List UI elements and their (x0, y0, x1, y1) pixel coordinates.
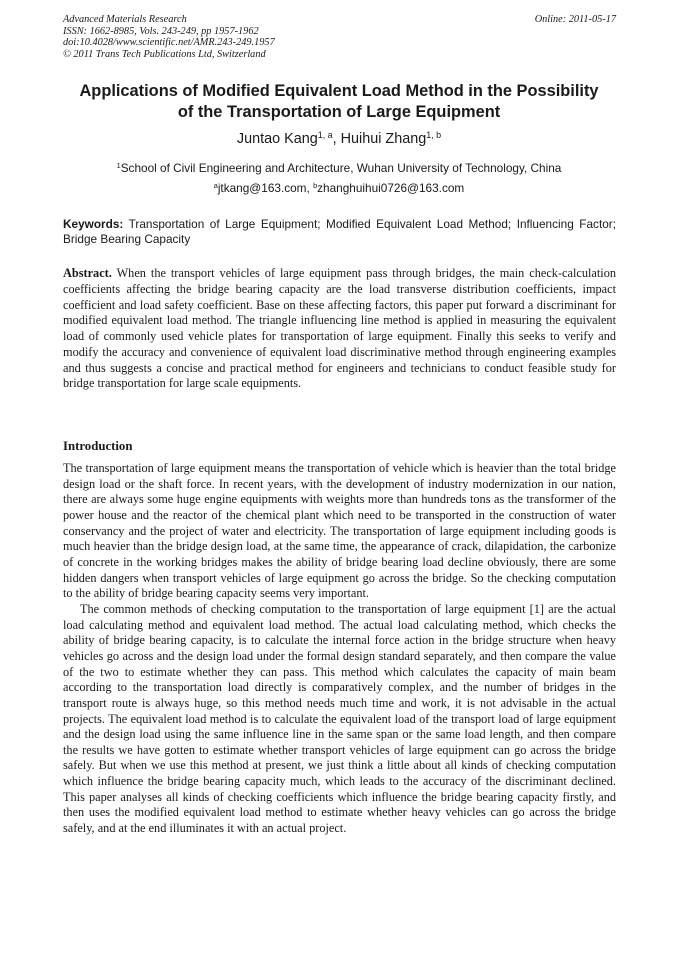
affiliation (40, 161, 638, 175)
author-2: Huihui Zhang (340, 131, 427, 147)
journal-name: Advanced Materials Research (63, 14, 187, 25)
affiliation-text: School of Civil Engineering and Architecture, Wuhan University of Technology, China (120, 161, 562, 175)
author-separator: , (332, 131, 341, 147)
abstract (63, 266, 616, 392)
email-b: zhanghuihui0726@163.com (317, 181, 465, 195)
keywords-label: Keywords: (63, 217, 124, 231)
abstract-text: When the transport vehicles of large equipment pass through bridges, the main check-calculation coefficients affecting the bridge bearing capacity are the load transverse distribution coefficients, impact coefficient and load safety coefficient. Base on these affecting factors, this paper put forward a discriminant for modified equivalent load method. The triangle influencing line method is applied in measuring the equivalent load of commonly used vehicle plates for transportation of large equipment. Finally this seeks to verify and modify the accuracy and convenience of equivalent load discriminative method through engineering examples and thus suggests a concise and practical method for engineers and technicians to conduct feasible study for bridge transportation for large scale equipments. (63, 266, 616, 391)
keywords (63, 217, 616, 247)
title-line-1: Applications of Modified Equivalent Load Method in the Possibility (79, 82, 599, 100)
introduction-body (63, 461, 616, 837)
email-a: jtkang@163.com, (217, 181, 314, 195)
author-1: Juntao Kang (236, 131, 318, 147)
online-date: Online: 2011-05-17 (534, 14, 616, 25)
doi-line: doi:10.4028/www.scientific.net/AMR.243-249.1957 (63, 37, 275, 49)
introduction-heading: Introduction (63, 439, 133, 453)
intro-paragraph-2: The common methods of checking computation to the transportation of large equipment [1] are the actual load calculating method and equivalent load method. The actual load calculating method, which checks the ability of bridge bearing capacity, is to calculate the internal force action in the bridge structure when heavy vehicles go across and the design load under the formal design standard separately, and then compare the value of the two to estimate whether they can pass. This method which calculates the capacity of main beam according to the transportation load directly is comparatively complex, and the number of bridges in the transport route is always huge, so this method needs much time and work, it is not advisable in the actual projects. The equivalent load method is to calculate the equivalent load of the transport load of large equipment and the design load using the same influence line in the same span or the same load length, and then compare the results we have gotten to estimate whether transport vehicles of large equipment can go across the bridge safely. But when we use this method at present, we just think a little about all kinds of checking computation which influence the bridge bearing capacity much, which leads to the accuracy of the discriminant declined. This paper analyses all kinds of checking coefficients which influence the bridge bearing capacity firstly, and then uses the modified equivalent load method to estimate whether heavy vehicles can go across the bridge safely, and at the end illuminates it with an actual project. (63, 601, 616, 836)
abstract-label: Abstract. (63, 266, 112, 280)
journal-header (63, 14, 616, 60)
email-a-sup: a (213, 180, 218, 190)
author-2-sup: 1, b (426, 130, 442, 141)
keywords-text: Transportation of Large Equipment; Modified Equivalent Load Method; Influencing Factor; Bridge Bearing Capacity (63, 217, 616, 246)
email-line (40, 181, 638, 195)
paper-title (40, 81, 638, 122)
author-line (40, 131, 638, 147)
email-b-sup: b (313, 180, 318, 190)
copyright-line: © 2011 Trans Tech Publications Ltd, Switzerland (63, 48, 266, 60)
intro-paragraph-1: The transportation of large equipment means the transportation of vehicle which is heavier than the total bridge design load or the shaft force. In recent years, with the development of industry modernization in our nation, there are always some huge engine equipments with weights more than hundreds tons as the transformer of the power house and the reactor of the chemical plant which need to be transported in the construction of water conservancy and the project of water and electricity. The transportation of large equipment including goods is much heavier than the bridge design load, at the same time, the appearance of crack, dilapidation, the carbonize of concrete in the working bridges makes the ability of bridge bearing load decline obviously, there are some hidden dangers when transport vehicles of large equipment go across the bridge. So the checking computation to the ability of bridge bearing capacity seems very important. (63, 461, 616, 601)
affiliation-sup: 1 (116, 160, 121, 170)
issn-line: ISSN: 1662-8985, Vols. 243-249, pp 1957-1962 (63, 25, 259, 37)
title-line-2: of the Transportation of Large Equipment (177, 102, 501, 121)
author-1-sup: 1, a (317, 130, 333, 141)
